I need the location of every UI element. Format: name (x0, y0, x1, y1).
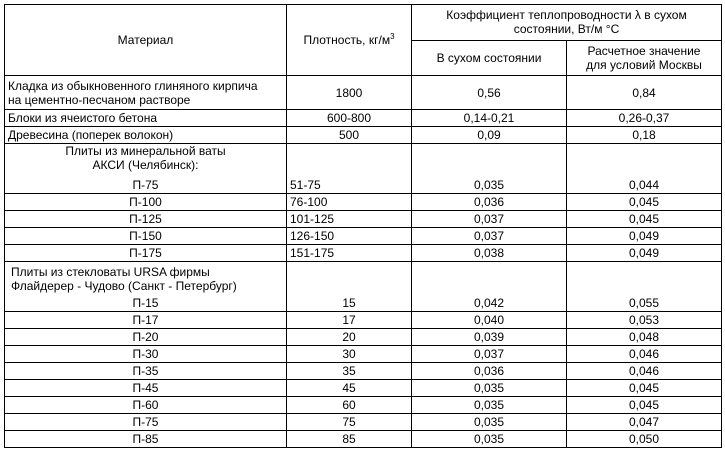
material-cell: П-75 (5, 177, 287, 194)
thermal-conductivity-table (4, 4, 722, 448)
table-row (5, 76, 722, 110)
density-cell: 600-800 (287, 110, 412, 127)
material-cell: П-75 (5, 414, 287, 431)
dry-cell: 0,038 (412, 245, 567, 262)
header-density-sup: 3 (390, 32, 395, 41)
calc-cell: 0,048 (567, 329, 722, 346)
group-title-row (5, 144, 722, 178)
group-title-cell (5, 144, 287, 178)
calc-cell: 0,18 (567, 127, 722, 144)
table-row (5, 397, 722, 414)
dry-cell: 0,036 (412, 363, 567, 380)
calc-cell: 0,047 (567, 414, 722, 431)
dry-cell: 0,035 (412, 380, 567, 397)
density-cell: 20 (287, 329, 412, 346)
group2-title-line2: Флайдерер - Чудово (Санкт - Петербург) (11, 278, 237, 293)
dry-cell: 0,037 (412, 346, 567, 363)
dry-cell: 0,042 (412, 295, 567, 312)
empty-cell (567, 144, 722, 178)
dry-cell: 0,037 (412, 228, 567, 245)
material-cell: Блоки из ячеистого бетона (5, 110, 287, 127)
dry-cell: 0,039 (412, 329, 567, 346)
table-row (5, 295, 722, 312)
header-density-label: Плотность, кг/м (303, 33, 391, 47)
calc-cell: 0,84 (567, 76, 722, 110)
material-cell: П-45 (5, 380, 287, 397)
table-row (5, 380, 722, 397)
density-cell: 75 (287, 414, 412, 431)
dry-cell: 0,035 (412, 397, 567, 414)
calc-cell: 0,046 (567, 363, 722, 380)
density-cell: 51-75 (287, 177, 412, 194)
density-cell: 60 (287, 397, 412, 414)
table-row (5, 431, 722, 448)
material-cell: П-85 (5, 431, 287, 448)
empty-cell (567, 262, 722, 296)
header-material (5, 5, 287, 76)
table-row (5, 211, 722, 228)
calc-cell: 0,055 (567, 295, 722, 312)
material-cell (5, 76, 287, 110)
header-calc-line2: для условий Москвы (586, 57, 702, 72)
material-line1: Кладка из обыкновенного глиняного кирпича (8, 78, 258, 93)
density-cell: 1800 (287, 76, 412, 110)
table-row (5, 177, 722, 194)
material-cell: П-17 (5, 312, 287, 329)
density-cell: 85 (287, 431, 412, 448)
calc-cell: 0,26-0,37 (567, 110, 722, 127)
dry-cell: 0,56 (412, 76, 567, 110)
calc-cell: 0,050 (567, 431, 722, 448)
density-cell: 17 (287, 312, 412, 329)
material-cell: П-60 (5, 397, 287, 414)
dry-cell: 0,14-0,21 (412, 110, 567, 127)
density-cell: 151-175 (287, 245, 412, 262)
density-cell: 45 (287, 380, 412, 397)
density-cell: 30 (287, 346, 412, 363)
material-cell: П-125 (5, 211, 287, 228)
group2-title-line1: Плиты из стекловаты URSA фирмы (11, 264, 210, 279)
calc-cell: 0,049 (567, 228, 722, 245)
material-cell: П-100 (5, 194, 287, 211)
table-row (5, 228, 722, 245)
density-cell: 101-125 (287, 211, 412, 228)
material-cell: Древесина (поперек волокон) (5, 127, 287, 144)
density-cell: 76-100 (287, 194, 412, 211)
empty-cell (412, 144, 567, 178)
density-cell: 126-150 (287, 228, 412, 245)
material-line2: на цементно-песчаном растворе (8, 92, 191, 107)
material-cell: П-150 (5, 228, 287, 245)
empty-cell (412, 262, 567, 296)
calc-cell: 0,045 (567, 380, 722, 397)
dry-cell: 0,036 (412, 194, 567, 211)
calc-cell: 0,044 (567, 177, 722, 194)
table-row (5, 194, 722, 211)
empty-cell (287, 262, 412, 296)
group-title-row (5, 262, 722, 296)
dry-cell: 0,035 (412, 414, 567, 431)
dry-cell: 0,040 (412, 312, 567, 329)
table-row (5, 127, 722, 144)
header-row-1 (5, 5, 722, 41)
table-row (5, 312, 722, 329)
material-cell: П-175 (5, 245, 287, 262)
table-row (5, 363, 722, 380)
calc-cell: 0,046 (567, 346, 722, 363)
calc-cell: 0,045 (567, 397, 722, 414)
table-row (5, 110, 722, 127)
table-row (5, 414, 722, 431)
table-row (5, 346, 722, 363)
material-cell: П-20 (5, 329, 287, 346)
table-row (5, 329, 722, 346)
calc-cell: 0,053 (567, 312, 722, 329)
material-cell: П-30 (5, 346, 287, 363)
density-cell: 35 (287, 363, 412, 380)
empty-cell (287, 144, 412, 178)
header-coefficient (412, 5, 722, 41)
dry-cell: 0,035 (412, 177, 567, 194)
dry-cell: 0,09 (412, 127, 567, 144)
group-title-cell (5, 262, 287, 296)
table-row (5, 245, 722, 262)
density-cell: 500 (287, 127, 412, 144)
header-coefficient-line2: состоянии, Вт/м °С (513, 22, 620, 37)
material-cell: П-35 (5, 363, 287, 380)
calc-cell: 0,049 (567, 245, 722, 262)
header-dry (412, 40, 567, 76)
header-calc-line1: Расчетное значение (587, 43, 701, 58)
header-coefficient-line1: Коэффициент теплопроводности λ в сухом (446, 8, 687, 23)
header-density (287, 5, 412, 76)
density-cell: 15 (287, 295, 412, 312)
header-dry-label: В сухом состоянии (436, 50, 542, 65)
material-cell: П-15 (5, 295, 287, 312)
dry-cell: 0,037 (412, 211, 567, 228)
header-calc (567, 40, 722, 76)
group1-title-line2: АКСИ (Челябинск): (92, 158, 199, 172)
calc-cell: 0,045 (567, 211, 722, 228)
calc-cell: 0,045 (567, 194, 722, 211)
header-material-label: Материал (117, 33, 174, 47)
dry-cell: 0,035 (412, 431, 567, 448)
group1-title-line1: Плиты из минеральной ваты (65, 144, 226, 158)
